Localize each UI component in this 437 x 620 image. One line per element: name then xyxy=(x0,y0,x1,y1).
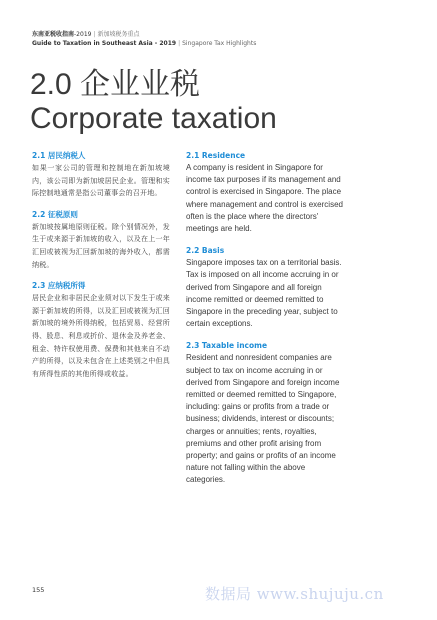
section-title: 2.3 应纳税所得 xyxy=(32,281,86,291)
header-sub-cn: 新加坡税务重点 xyxy=(97,31,140,38)
header-sub-en: Singapore Tax Highlights xyxy=(182,40,257,47)
header-line-cn xyxy=(32,30,412,39)
section-title: 2.2 Basis xyxy=(186,246,225,256)
section-body: 新加坡按属地原则征税。除个别情况外，发生于或来源于新加坡的收入，以及在上一年汇回或被视为汇回新加坡的海外收入，都需纳税。 xyxy=(32,222,170,269)
header-separator: | xyxy=(178,40,181,47)
page-header xyxy=(32,30,412,48)
section-body: 如果一家公司的管理和控制地在新加坡境内，该公司即为新加坡居民企业。管理和实际控制地通常是指公司董事会的召开地。 xyxy=(32,164,170,198)
header-line-en xyxy=(32,39,412,48)
section-title: 2.1 Residence xyxy=(186,151,246,160)
section-basis-cn xyxy=(32,209,170,271)
section-basis-en xyxy=(186,245,346,330)
section-title: 2.1 居民纳税人 xyxy=(32,151,86,160)
section-taxable-income-cn xyxy=(32,280,170,380)
header-guide-en: Guide to Taxation in Southeast Asia - 2019 xyxy=(32,40,177,47)
header-guide-cn: 东南亚税收指南 xyxy=(32,31,75,38)
section-title: 2.2 征税原则 xyxy=(32,209,78,219)
section-taxable-income-en xyxy=(186,340,346,486)
section-body: 居民企业和非居民企业须对以下发生于或来源于新加坡的所得，以及汇回或被视为汇回新加坡的境外所得纳税，包括贸易、经营所得、股息、利息或折价、退休金及养老金、租金、特许权使用费、保费和其他来自不动产的所得，以及未包含在上述类别之中但具有所得性质的其他所得或收益。 xyxy=(32,294,170,378)
chinese-column xyxy=(32,150,170,389)
section-title: 2.3 Taxable income xyxy=(186,341,268,351)
page-title-en: Corporate taxation xyxy=(30,102,277,135)
page-title-cn: 2.0 企业业税 xyxy=(30,68,201,101)
section-residence-en xyxy=(186,150,346,235)
section-body: Resident and nonresident companies are subject to tax on income accruing in or derived from Singapore and foreign income remitted or deemed remitted to Singapore, including: gains or profits from a trade or business; dividends, interest or discounts; charges or annuities; rents, royalties, premiums and other profit arising from property; and gains or profits of an income nature not falling within the above categories. xyxy=(186,353,340,485)
english-column xyxy=(186,150,346,497)
page-title xyxy=(30,68,410,136)
section-body: Singapore imposes tax on a territorial basis. Tax is imposed on all income accruing in or derived from Singapore and all foreign income remitted or deemed remitted to Singapore in the preceding year, subject to certain exceptions. xyxy=(186,258,342,329)
header-year: -2019 xyxy=(74,31,92,38)
section-residence-cn xyxy=(32,150,170,200)
section-body: A company is resident in Singapore for income tax purposes if its management and control is exercised in Singapore. The place where management and control is exercised often is the place where the directors' meetings are held. xyxy=(186,163,343,234)
header-separator: | xyxy=(93,31,96,38)
watermark: 数据局 www.shujuju.cn xyxy=(205,585,384,603)
page-number: 155 xyxy=(32,586,45,594)
